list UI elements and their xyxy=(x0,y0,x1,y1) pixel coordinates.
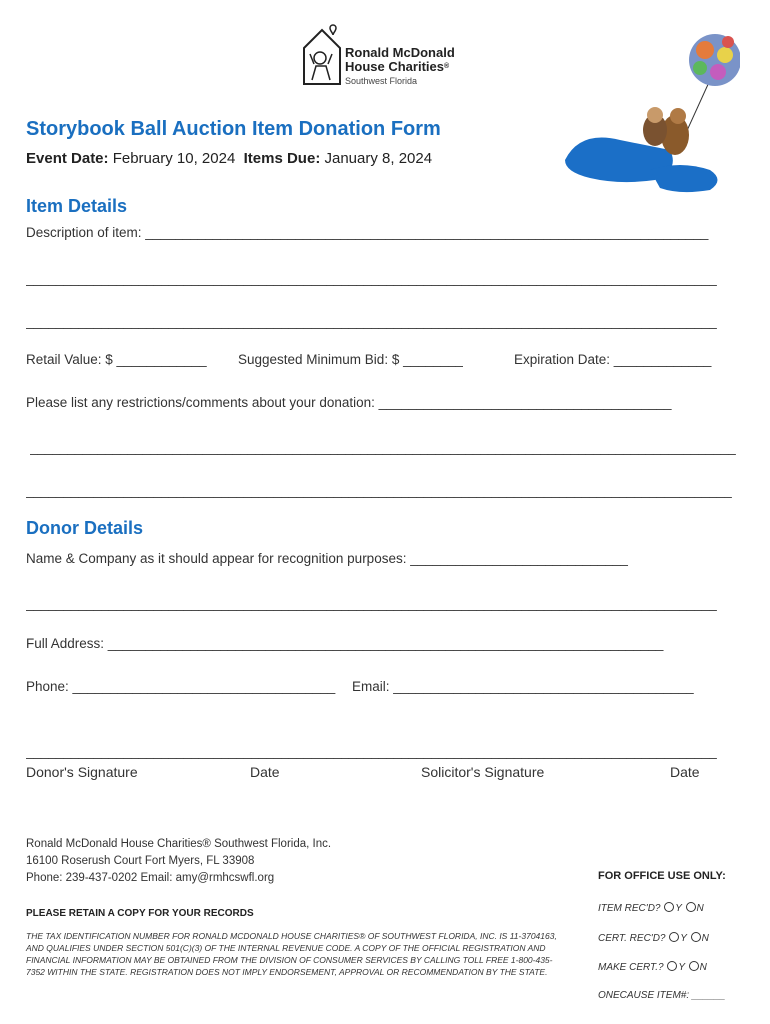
restrictions-line-2[interactable]: ______________________________________________________________________________________________ xyxy=(30,440,736,455)
retail-value-field[interactable]: Retail Value: $ ____________ xyxy=(26,352,207,367)
expiration-date-field[interactable]: Expiration Date: _____________ xyxy=(514,352,712,367)
donor-date-label: Date xyxy=(250,764,280,780)
restrictions-field[interactable]: Please list any restrictions/comments about your donation: _______________________________________ xyxy=(26,395,672,410)
cert-received-yes-radio[interactable] xyxy=(669,932,679,942)
email-field[interactable]: Email: ________________________________________ xyxy=(352,679,694,694)
form-title: Storybook Ball Auction Item Donation Form xyxy=(26,118,441,140)
signature-line[interactable]: ____________________________________________________________________________________________ xyxy=(26,744,717,759)
restrictions-line-3[interactable]: ______________________________________________________________________________________________ xyxy=(26,483,732,498)
item-received-no-radio[interactable] xyxy=(686,902,696,912)
item-details-heading: Item Details xyxy=(26,196,128,216)
office-use-heading: FOR OFFICE USE ONLY: xyxy=(598,870,726,882)
donor-signature-label: Donor's Signature xyxy=(26,764,138,780)
event-info: Event Date: February 10, 2024 Items Due: January 8, 2024 xyxy=(26,150,433,167)
solicitor-date-label: Date xyxy=(670,764,700,780)
item-received-row: ITEM REC'D? Y N xyxy=(598,903,704,914)
retain-copy-note: PLEASE RETAIN A COPY FOR YOUR RECORDS xyxy=(26,908,254,919)
up-movie-graphic xyxy=(560,20,740,200)
onecause-item-field[interactable]: ONECAUSE ITEM#: ______ xyxy=(598,990,726,1001)
phone-field[interactable]: Phone: ___________________________________ xyxy=(26,679,336,694)
rmhc-logo xyxy=(300,20,480,90)
make-cert-yes-radio[interactable] xyxy=(667,961,677,971)
donor-details-heading: Donor Details xyxy=(26,518,144,538)
full-address-field[interactable]: Full Address: __________________________________________________________________________ xyxy=(26,636,664,651)
recognition-name-field[interactable]: Name & Company as it should appear for recognition purposes: _____________________________ xyxy=(26,551,628,566)
house-logo-icon xyxy=(300,20,344,86)
item-received-yes-radio[interactable] xyxy=(664,902,674,912)
logo-subtitle: Southwest Florida xyxy=(345,76,418,86)
make-cert-row: MAKE CERT.? Y N xyxy=(598,962,707,973)
tax-legal-disclaimer: THE TAX IDENTIFICATION NUMBER FOR RONALD MCDONALD HOUSE CHARITIES® OF SOUTHWEST FLORIDA, INC. IS 11-3704163, AND QUALIFIES UNDER SECTION 501(C)(3) OF THE INTERNAL REVENUE CODE. A COPY OF THE OFFICIAL REGISTRATION AND FINANCIAL INFORMATION MAY BE OBTAINED FROM THE DIVISION OF CONSUMER SERVICES BY CALLING TOLL FREE 1-800-435-7352 WITHIN THE STATE. REGISTRATION DOES NOT IMPLY ENDORSEMENT, APPROVAL OR RECOMMENDATION BY THE STATE. xyxy=(26,931,557,977)
recognition-name-line-2[interactable]: ____________________________________________________________________________________________ xyxy=(26,596,717,611)
description-line-3[interactable]: ____________________________________________________________________________________________ xyxy=(26,314,717,329)
minimum-bid-field[interactable]: Suggested Minimum Bid: $ ________ xyxy=(238,352,464,367)
description-line-2[interactable]: ____________________________________________________________________________________________ xyxy=(26,271,717,286)
organization-address: Ronald McDonald House Charities® Southwest Florida, Inc. 16100 Roserush Court Fort Myers, FL 33908 Phone: 239-437-0202 Email: amy@rmhcswfl.org xyxy=(26,838,332,884)
make-cert-no-radio[interactable] xyxy=(689,961,699,971)
logo-name: Ronald McDonald House Charities® xyxy=(345,45,455,74)
description-field[interactable]: Description of item: ___________________________________________________________________________ xyxy=(26,225,709,240)
cert-received-row: CERT. REC'D? Y N xyxy=(598,933,709,944)
solicitor-signature-label: Solicitor's Signature xyxy=(421,764,545,780)
cert-received-no-radio[interactable] xyxy=(691,932,701,942)
